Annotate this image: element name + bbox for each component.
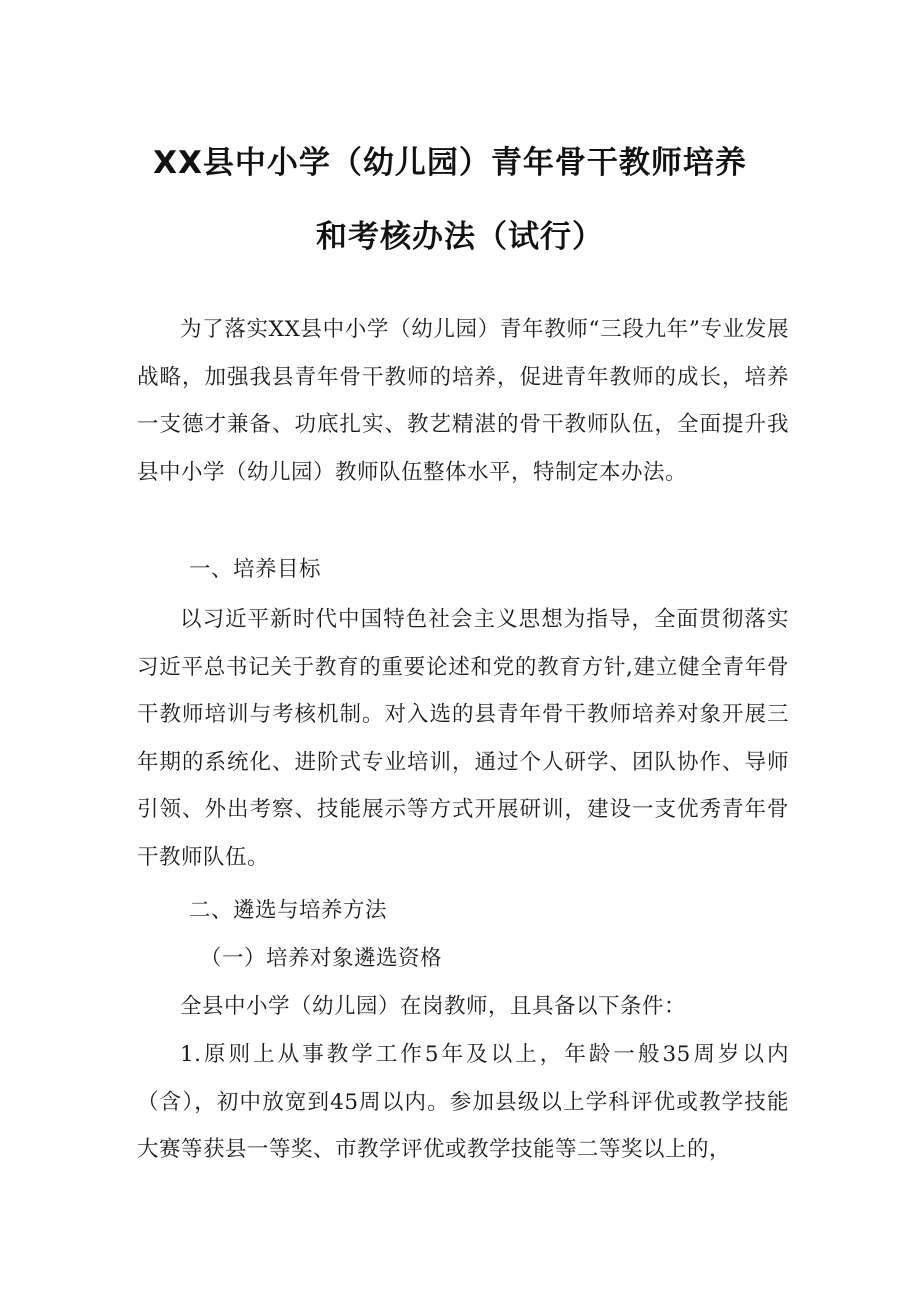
subsection-heading-eligibility: （一）培养对象遴选资格: [200, 946, 443, 971]
eligibility-item-1: 1.原则上从事教学工作5年及以上，年龄一般35周岁以内（含），初中放宽到45周以内。参加县级以上学科评优或教学技能大赛等获县一等奖、市教学评优或教学技能等二等奖以上的，: [137, 1042, 789, 1162]
intro-paragraph: 为了落实XX县中小学（幼儿园）青年教师“三段九年”专业发展战略，加强我县青年骨干教师的培养，促进青年教师的成长，培养一支德才兼备、功底扎实、教艺精湛的骨干教师队伍，全面提升我县中小学（幼儿园）教师队伍整体水平，特制定本办法。: [137, 317, 789, 485]
document-title-line-1: XX县中小学（幼儿园）青年骨干教师培养: [153, 145, 747, 181]
training-goals-paragraph: 以习近平新时代中国特色社会主义思想为指导，全面贯彻落实习近平总书记关于教育的重要论述和党的教育方针,建立健全青年骨干教师培训与考核机制。对入选的县青年骨干教师培养对象开展三年期的系统化、进阶式专业培训，通过个人研学、团队协作、导师引领、外出考察、技能展示等方式开展研训，建设一支优秀青年骨干教师队伍。: [137, 607, 789, 870]
eligibility-intro-paragraph: 全县中小学（幼儿园）在岗教师，且具备以下条件：: [180, 994, 687, 1019]
document-title-line-2: 和考核办法（试行）: [316, 219, 604, 255]
section-heading-training-goals: 一、培养目标: [189, 557, 322, 582]
section-heading-selection-methods: 二、遴选与培养方法: [189, 898, 388, 923]
